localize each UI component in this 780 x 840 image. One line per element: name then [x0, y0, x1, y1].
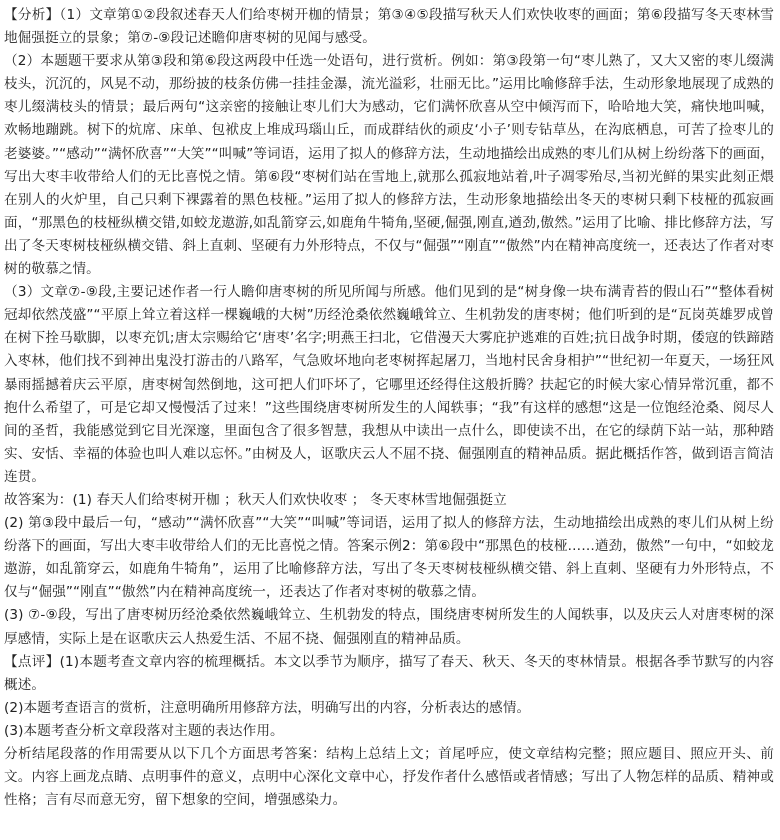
comment-part-1-text: (1)本题考查文章内容的梳理概括。本文以季节为顺序，描写了春天、秋天、冬天的枣林情景。根据各季节默写的内容概述。	[4, 653, 774, 693]
answer-paragraph-2: (2) 第③段中最后一句，“感动”“满怀欣喜”“大笑”“叫喊”等词语，运用了拟人的修辞方法，生动地描绘出成熟的枣儿们从树上纷纷落下的画面，写出大枣丰收带给人们的无比喜悦之情。答案示例2：第⑥段中“那黑色的枝桠……遒劲，傲然”一句中，“如蛟龙遨游，如乱箭穿云，如鹿角牛犄角”，运用了比喻修辞方法，写出了冬天枣树枝桠纵横交错、斜上直刺、坚硬有力外形特点，不仅与“倔强”“刚直”“傲然”内在精神高度统一，还表达了作者对枣树的敬慕之情。	[4, 515, 774, 601]
analysis-part-1-text: （1）文章第①②段叙述春天人们给枣树开枷的情景；第③④⑤段描写秋天人们欢快收枣的画面；第⑥段描写冬天枣林雪地倔强挺立的景象；第⑦-⑨段记述瞻仰唐枣树的见闻与感受。	[4, 7, 774, 47]
comment-paragraph-1	[4, 651, 774, 697]
answer-paragraph-1: 故答案为：(1) 春天人们给枣树开枷 ；秋天人们欢快收枣 ； 冬天枣林雪地倔强挺立	[4, 491, 507, 508]
comment-paragraph-4: 分析结尾段落的作用需要从以下几个方面思考答案：结构上总结上文；首尾呼应，使文章结构完整；照应题目、照应开头、前文。内容上画龙点睛、点明事件的意义，点明中心深化文章中心，抒发作者什么感悟或者情感；写出了人物怎样的品质、精神或性格；言有尽而意无穷，留下想象的空间，增强感染力。	[4, 746, 774, 809]
answer-paragraph-3: (3) ⑦-⑨段，写出了唐枣树历经沧桑依然巍峨耸立、生机勃发的特点，围绕唐枣树所发生的人闻轶事，以及庆云人对唐枣树的深厚感情，实际上是在讴歌庆云人热爱生活、不屈不挠、倔强刚直的精神品质。	[4, 607, 774, 647]
analysis-tag: 【分析】	[4, 7, 60, 23]
comment-paragraph-3: (3)本题考查分析文章段落对主题的表达作用。	[4, 722, 284, 739]
comment-paragraph-2: (2)本题考查语言的赏析，注意明确所用修辞方法，明确写出的内容，分析表达的感情。	[4, 699, 531, 716]
comment-tag: 【点评】	[4, 653, 60, 670]
analysis-paragraph-3: （3）文章⑦-⑨段,主要记述作者一行人瞻仰唐枣树的所见所闻与所感。他们见到的是“树身像一块布满青苔的假山石”“整体看树冠却依然茂盛”“平原上耸立着这样一棵巍峨的大树”历经沧桑依然巍峨耸立、生机勃发的唐枣树；他们听到的是“瓦岗英雄罗成曾在树下拴马歇脚，以枣充饥;唐太宗赐给它‘唐枣’名字;明燕王扫北，它借漫天大雾庇护逃难的百姓;抗日战争时期，倭寇的铁蹄踏入枣林，他们找不到神出鬼没打游击的八路军，气急败坏地向老枣树挥起屠刀，当地村民舍身相护”“世纪初一年夏天，一场狂风暴雨摇撼着庆云平原，唐枣树訇然倒地，这可把人们吓坏了，它哪里还经得住这般折腾？扶起它的时候大家心情异常沉重，都不抱什么希望了，可是它却又慢慢活了过来！”这些围绕唐枣树所发生的人闻轶事；“我”有这样的感想“这是一位饱经沧桑、阅尽人间的圣哲，我能感觉到它目光深邃，里面包含了很多智慧，我想从中读出一点什么，即使读不出，在它的绿荫下站一站，那种踏实、安恬、幸福的体验也叫人难以忘怀。”由树及人，讴歌庆云人不屈不挠、倔强刚直的精神品质。据此概括作答，做到语言简洁连贯。	[4, 284, 774, 485]
analysis-paragraph-2: （2）本题题干要求从第③段和第⑥段这两段中任选一处语句，进行赏析。例如：第③段第一句“枣儿熟了，又大又密的枣儿缀满枝头，沉沉的，风晃不动，那纷披的枝条仿佛一挂挂金瀑，流光溢彩，壮丽无比。”运用比喻修辞手法，生动形象地展现了成熟的枣儿缀满枝头的情景；最后两句“这亲密的接触让枣儿们大为感动，它们满怀欣喜从空中倾泻而下，哈哈地大笑，痛快地叫喊，欢畅地蹦跳。树下的炕席、床单、包袱皮上堆成玛瑙山丘，而成群结伙的顽皮‘小子’则专钻草丛，在沟底栖息，可苦了捡枣儿的老婆婆。”“感动”“满怀欣喜”“大笑”“叫喊”等词语，运用了拟人的修辞方法，生动地描绘出成熟的枣儿们从树上纷纷落下的画面，写出大枣丰收带给人们的无比喜悦之情。第⑥段“枣树们站在雪地上,就那么孤寂地站着,叶子凋零殆尽,当初光鲜的果实此刻正煨在别人的火炉里，自己只剩下裸露着的黑色枝桠。”运用了拟人的修辞方法，生动形象地描绘出冬天的枣树只剩下枝桠的孤寂画面，“那黑色的枝桠纵横交错,如蛟龙遨游,如乱箭穿云,如鹿角牛犄角,坚硬,倔强,刚直,遒劲,傲然。”运用了比喻、排比修辞方法，写出了冬天枣树枝桠纵横交错、斜上直刺、坚硬有力外形特点，不仅与“倔强”“刚直”“傲然”内在精神高度统一，还表达了作者对枣树的敬慕之情。	[4, 53, 774, 278]
analysis-paragraph-1	[4, 4, 774, 50]
